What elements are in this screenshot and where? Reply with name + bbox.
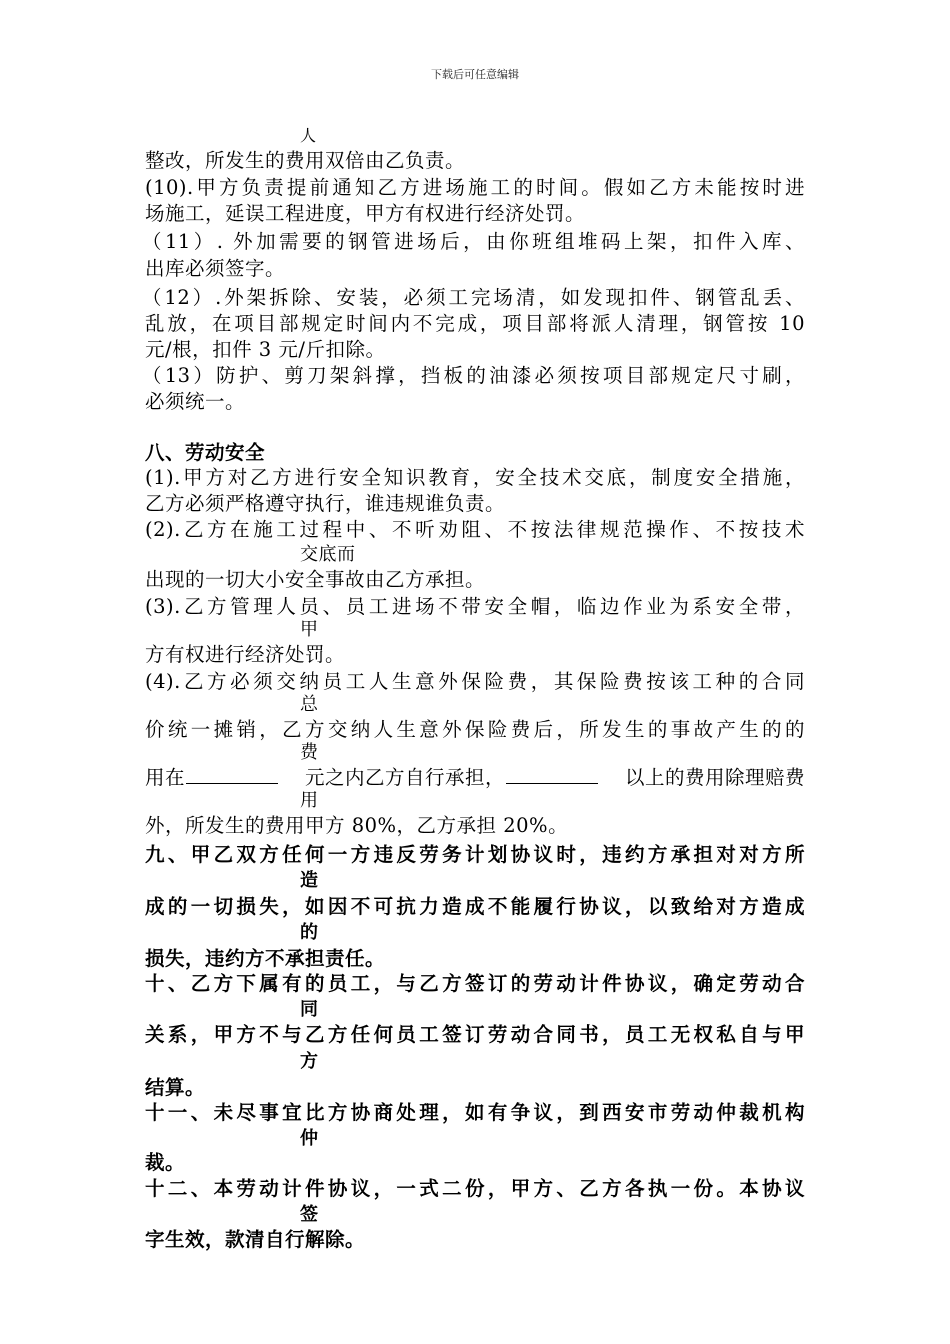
carry-over-text: 造 [300,870,319,891]
carry-over-text: 总 [300,694,319,715]
item-10-line: (10).甲方负责提前通知乙方进场施工的时间。假如乙方未能按时进 [145,176,805,199]
text-segment: 以上的费用除理赔费 [624,766,805,789]
carry-over-text: 签 [300,1204,319,1225]
section-8-line: (2).乙方在施工过程中、不听劝阻、不按法律规范操作、不按技术 [145,518,805,541]
section-11-line: 十一、未尽事宜比方协商处理，如有争议，到西安市劳动仲裁机构 [145,1101,805,1124]
section-11-line: 裁。 [145,1151,186,1174]
item-13-line: （13）防护、剪刀架斜撑，挡板的油漆必须按项目部规定尺寸刷， [142,364,805,387]
item-10-line: 场施工，延误工程进度，甲方有权进行经济处罚。 [145,202,586,225]
section-8-line: (1).甲方对乙方进行安全知识教育，安全技术交底，制度安全措施， [145,466,805,489]
carry-over-text: 同 [300,999,319,1020]
section-8-line: 乙方必须严格遵守执行，谁违规谁负责。 [145,492,506,515]
text-segment: 用在 [145,765,279,791]
amount-blank [506,765,598,784]
carry-over-text: 仲 [300,1128,319,1149]
section-10-line: 结算。 [145,1076,206,1099]
section-8-line: 价统一摊销，乙方交纳人生意外保险费后，所发生的事故产生的的 [145,718,805,741]
section-8-line: 出现的一切大小安全事故由乙方承担。 [145,568,486,591]
section-12-line: 字生效，款清自行解除。 [145,1228,366,1251]
page-header: 下载后可任意编辑 [431,68,519,81]
section-10-line: 关系，甲方不与乙方任何员工签订劳动合同书，员工无权私自与甲 [145,1023,805,1046]
section-12-line: 十二、本劳动计件协议，一式二份，甲方、乙方各执一份。本协议 [145,1177,805,1200]
carry-over-text: 交底而 [300,544,356,565]
carry-over-text: 用 [300,790,319,811]
carry-over-text: 方 [300,1051,319,1072]
carry-over-text: 费 [300,742,319,763]
section-8-line: (4).乙方必须交纳员工人生意外保险费，其保险费按该工种的合同 [145,670,805,693]
section-9-line: 成的一切损失，如因不可抗力造成不能履行协议，以致给对方造成 [145,895,805,918]
section-8-line: 外，所发生的费用甲方 80%，乙方承担 20%。 [145,814,569,837]
section-9-line: 损失，违约方不承担责任。 [145,947,386,970]
orphan-char: 人 [300,126,317,145]
section-8-heading: 八、劳动安全 [145,441,266,464]
carry-over-text: 甲 [300,619,319,640]
section-8-line: (3).乙方管理人员、员工进场不带安全帽，临边作业为系安全带， [145,595,805,618]
text-line: 整改，所发生的费用双倍由乙负责。 [145,149,466,172]
item-13-line: 必须统一。 [145,390,246,413]
item-12-line: 元/根，扣件 3 元/斤扣除。 [145,338,386,361]
item-12-line: （12）.外架拆除、安装，必须工完场清，如发现扣件、钢管乱丢、 [142,286,805,309]
amount-blank [186,765,278,784]
section-9-line: 九、甲乙双方任何一方违反劳务计划协议时，违约方承担对对方所 [145,843,805,866]
section-8-line: 方有权进行经济处罚。 [145,643,346,666]
carry-over-text: 的 [300,922,319,943]
item-12-line: 乱放，在项目部规定时间内不完成，项目部将派人清理，钢管按 10 [145,312,805,335]
section-10-line: 十、乙方下属有的员工，与乙方签订的劳动计件协议，确定劳动合 [145,972,805,995]
text-segment: 元之内乙方自行承担， [305,765,599,791]
item-11-line: 出库必须签字。 [145,257,286,280]
item-11-line: （11）. 外加需要的钢管进场后，由你班组堆码上架，扣件入库、 [142,230,805,253]
section-8-fill-line [145,765,805,791]
